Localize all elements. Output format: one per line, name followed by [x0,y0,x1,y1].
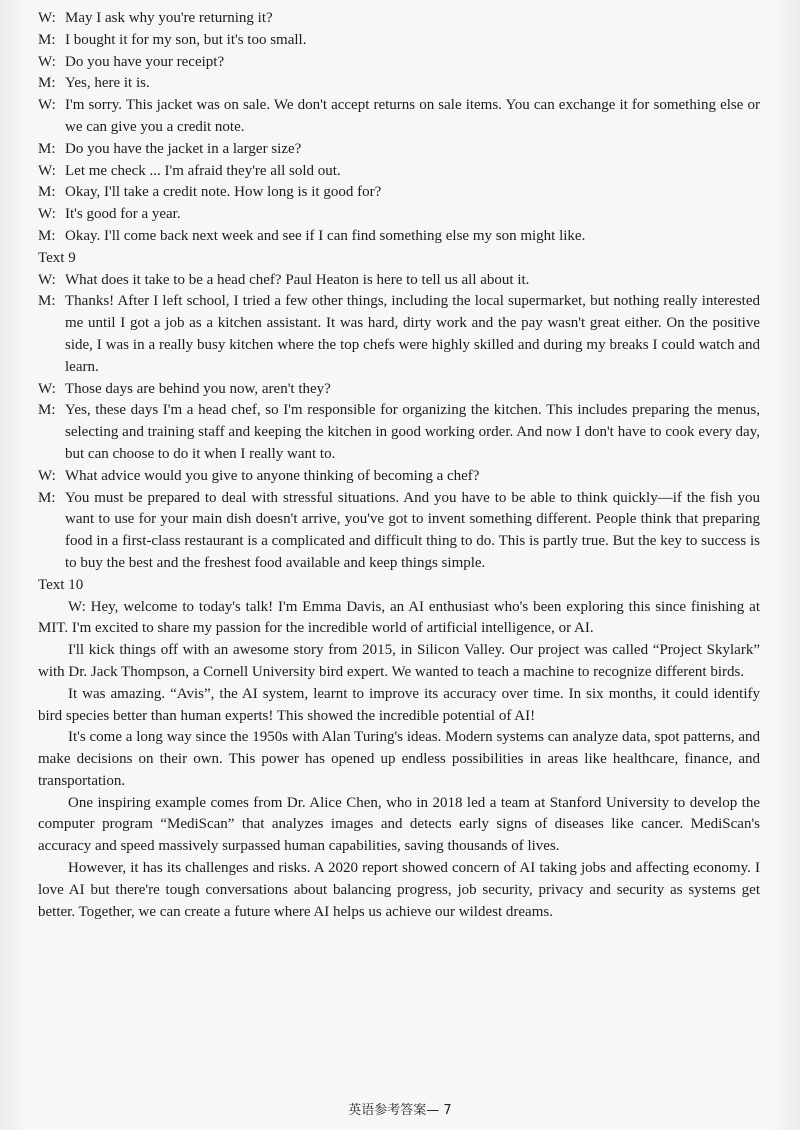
dialogue-line [38,161,760,183]
dialogue-text: You must be prepared to deal with stressful situations. And you have to be able to think quickly—if the fish you want to use for your main dish doesn't arrive, you've got to invent something different. People think that preparing food in a first-class restaurant is a complicated and difficult thing to do. This is partly true. But the key to success is to buy the best and the freshest food available and keep things simple. [65,489,760,571]
speaker-label: M: [38,293,56,310]
page-footer: 英语参考答案— 7 [348,1103,452,1118]
speaker-label: W: [38,53,56,70]
dialogue-text: I bought it for my son, but it's too small. [65,31,307,48]
speaker-label: W: [38,97,56,114]
dialogue-text: It's good for a year. [65,206,181,223]
dialogue-line [38,73,760,95]
speaker-label: M: [38,31,56,48]
speaker-label: M: [38,75,56,92]
dialogue-line [38,379,760,401]
dialogue-text: What does it take to be a head chef? Paul Heaton is here to tell us all about it. [65,271,530,288]
speaker-label: M: [38,489,56,506]
dialogue-text: Do you have the jacket in a larger size? [65,140,302,157]
dialogue-text: Okay. I'll come back next week and see if I can find something else my son might like. [65,227,586,244]
speaker-label: M: [38,140,56,157]
dialogue-line [38,204,760,226]
dialogue-line [38,95,760,139]
dialogue-text: Let me check ... I'm afraid they're all sold out. [65,162,341,179]
dialogue-text: May I ask why you're returning it? [65,10,273,26]
monologue-text10 [38,597,760,924]
dialogue-line [38,139,760,161]
dialogue-text: Yes, these days I'm a head chef, so I'm responsible for organizing the kitchen. This includes preparing the menus, selecting and training staff and keeping the kitchen in good working order. And now I don't have to cook every day, but can choose to do it when I really want to. [65,402,760,462]
dialogue-line [38,400,760,465]
text10-paragraph: It's come a long way since the 1950s with Alan Turing's ideas. Modern systems can analyze data, spot patterns, and make decisions on their own. This power has opened up endless possibilities in areas like healthcare, finance, and transportation. [38,729,760,789]
dialogue-text9 [38,270,760,575]
dialogue-line [38,182,760,204]
dialogue-text: Those days are behind you now, aren't they? [65,380,331,397]
text9-heading: Text 9 [38,249,76,266]
speaker-label: W: [38,271,56,288]
dialogue-text: Yes, here it is. [65,75,150,92]
dialogue-line [38,226,760,248]
text10-paragraph: W: Hey, welcome to today's talk! I'm Emma Davis, an AI enthusiast who's been exploring this since finishing at MIT. I'm excited to share my passion for the incredible world of artificial intelligence, or AI. [38,598,760,637]
dialogue-text: Thanks! After I left school, I tried a few other things, including the local supermarket, but nothing really interested me until I got a job as a kitchen assistant. It was hard, dirty work and the pay wasn't great either. On the positive side, I was in a really busy kitchen where the top chefs were highly skilled and during my breaks I could watch and learn. [65,293,760,375]
text10-paragraph: However, it has its challenges and risks. A 2020 report showed concern of AI taking jobs and affecting economy. I love AI but there're tough conversations about balancing progress, job security, privacy and security as systems get better. Together, we can create a future where AI helps us achieve our wildest dreams. [38,860,760,920]
dialogue-line [38,466,760,488]
speaker-label: W: [38,10,56,26]
text10-paragraph: I'll kick things off with an awesome story from 2015, in Silicon Valley. Our project was called “Project Skylark” with Dr. Jack Thompson, a Cornell University bird expert. We wanted to teach a machine to recognize different birds. [38,642,760,680]
dialogue-text8-continued [38,8,760,248]
dialogue-line [38,270,760,292]
speaker-label: W: [38,206,56,223]
dialogue-line [38,30,760,52]
text10-heading: Text 10 [38,576,84,593]
transcript-content [38,8,760,923]
dialogue-text: Do you have your receipt? [65,53,225,70]
speaker-label: W: [38,162,56,179]
dialogue-line [38,8,760,30]
text10-paragraph: It was amazing. “Avis”, the AI system, learnt to improve its accuracy over time. In six months, it could identify bird species better than human experts! This showed the incredible potential of AI! [38,685,760,724]
speaker-label: W: [38,467,56,484]
speaker-label: M: [38,227,56,244]
text10-paragraph: One inspiring example comes from Dr. Alice Chen, who in 2018 led a team at Stanford University to develop the computer program “MediScan” that analyzes images and detects early signs of diseases like cancer. MediScan's accuracy and speed massively surpassed human capabilities, saving thousands of lives. [38,794,760,855]
dialogue-text: What advice would you give to anyone thinking of becoming a chef? [65,467,480,484]
dialogue-text: Okay, I'll take a credit note. How long is it good for? [65,184,382,201]
speaker-label: M: [38,184,56,201]
dialogue-line [38,291,760,378]
dialogue-line [38,52,760,74]
dialogue-text: I'm sorry. This jacket was on sale. We don't accept returns on sale items. You can exchange it for something else or we can give you a credit note. [65,97,760,135]
speaker-label: W: [38,380,56,397]
speaker-label: M: [38,402,56,419]
dialogue-line [38,488,760,575]
